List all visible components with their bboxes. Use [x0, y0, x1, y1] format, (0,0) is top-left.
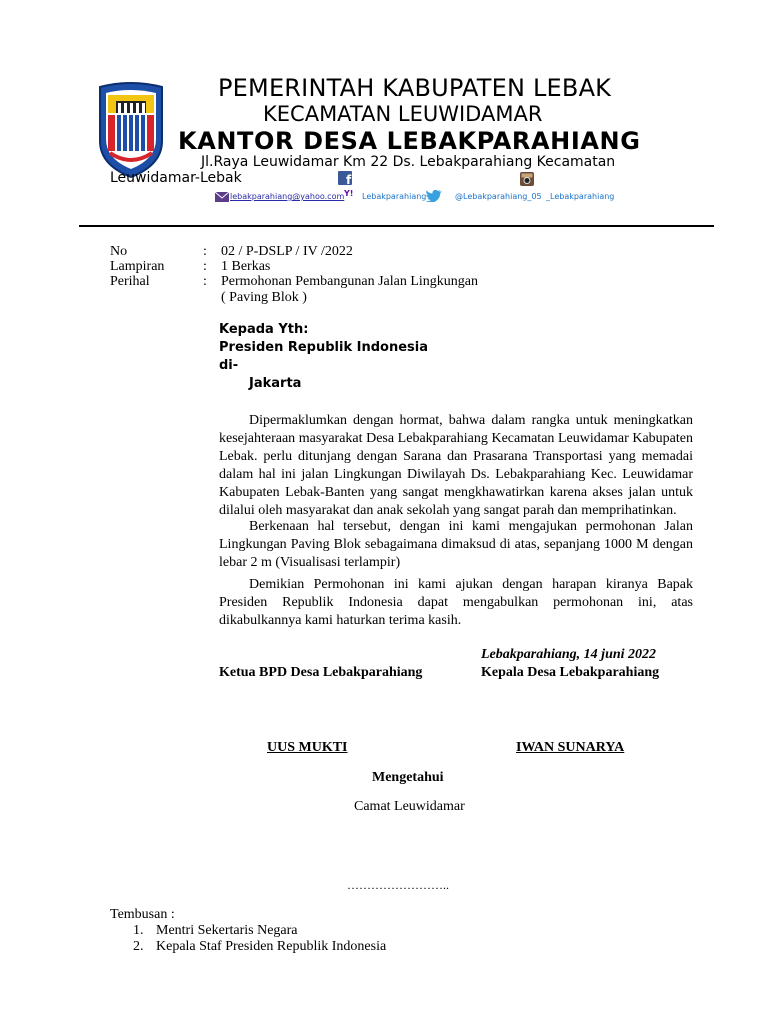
tembusan-item: Mentri Sekertaris Negara [156, 923, 298, 938]
no-label: No [110, 244, 128, 259]
facebook-handle[interactable]: Lebakparahiang [362, 192, 427, 201]
body-paragraph-2: Berkenaan hal tersebut, dengan ini kami mengajukan permohonan Jalan Lingkungan Paving Blok sebagaimana dimaksud di atas, sepanjang 1000 M dengan lebar 2 m (Visualisasi terlampir) [219, 519, 693, 570]
tembusan-item-number: 1. [133, 923, 144, 938]
recipient-di: di- [219, 358, 239, 373]
left-signatory-name: UUS MUKTI [267, 740, 348, 755]
perihal-colon: : [203, 274, 207, 289]
place-date: Lebakparahiang, 14 juni 2022 [481, 647, 657, 662]
recipient-greeting: Kepada Yth: [219, 322, 309, 337]
letterhead-government: PEMERINTAH KABUPATEN LEBAK [218, 74, 612, 102]
tembusan-label: Tembusan : [110, 907, 175, 922]
letterhead-office: KANTOR DESA LEBAKPARAHIANG [178, 127, 641, 155]
svg-text:f: f [346, 173, 352, 185]
tembusan-item-number: 2. [133, 939, 144, 954]
twitter-icon [425, 189, 443, 202]
recipient-name: Presiden Republik Indonesia [219, 340, 428, 355]
twitter-handle[interactable]: @Lebakparahiang_05 [455, 192, 542, 201]
instagram-handle[interactable]: _Lebakparahiang [546, 192, 615, 201]
right-signatory-name: IWAN SUNARYA [516, 740, 625, 755]
lampiran-label: Lampiran [110, 259, 165, 274]
no-value: 02 / P-DSLP / IV /2022 [221, 244, 353, 259]
letterhead-district: KECAMATAN LEUWIDAMAR [263, 102, 543, 126]
lampiran-colon: : [203, 259, 207, 274]
tembusan-item: Kepala Staf Presiden Republik Indonesia [156, 939, 387, 954]
mengetahui-label: Mengetahui [372, 770, 444, 785]
body-paragraph-1: Dipermaklumkan dengan hormat, bahwa dalam rangka untuk meningkatkan kesejahteraan masyarakat Desa Lebakparahiang Kecamatan Leuwidamar Kabupaten Lebak. perlu ditunjang dengan Sarana dan Prasarana Transportasi yang memadai dalam hal ini jalan Lingkungan Diwilayah Ds. Lebakparahiang Kec. Leuwidamar Kabupaten Lebak-Banten yang sangat mengkhawatirkan karena akses jalan untuk dilalui oleh masyarakat dan anak sekolah yang sangat parah dan memprihatinkan. [219, 413, 693, 518]
left-signatory-title: Ketua BPD Desa Lebakparahiang [219, 665, 423, 680]
body-paragraph-3: Demikian Permohonan ini kami ajukan dengan harapan kiranya Bapak Presiden Republik Indonesia dapat mengabulkan permohonan ini, atas dikabulkannya kami haturkan terima kasih. [219, 577, 693, 628]
email-link[interactable]: lebakparahiang@yahoo.com [230, 192, 345, 201]
yahoo-icon: Y! [344, 189, 354, 198]
lampiran-value: 1 Berkas [221, 259, 271, 274]
perihal-value-line2: ( Paving Blok ) [221, 290, 307, 305]
village-emblem [96, 81, 166, 179]
instagram-icon [520, 172, 534, 186]
facebook-icon [338, 171, 352, 185]
letterhead-address-line2: Leuwidamar-Lebak [110, 170, 242, 186]
camat-name-placeholder: …………………….. [347, 878, 449, 892]
email-icon [215, 192, 229, 202]
letterhead-address-line1: Jl.Raya Leuwidamar Km 22 Ds. Lebakparahiang Kecamatan [201, 154, 616, 170]
camat-title: Camat Leuwidamar [354, 799, 465, 814]
right-signatory-title: Kepala Desa Lebakparahiang [481, 665, 660, 680]
recipient-city: Jakarta [249, 376, 302, 391]
perihal-label: Perihal [110, 274, 150, 289]
no-colon: : [203, 244, 207, 259]
letterhead-divider [79, 225, 714, 227]
perihal-value-line1: Permohonan Pembangunan Jalan Lingkungan [221, 274, 479, 289]
